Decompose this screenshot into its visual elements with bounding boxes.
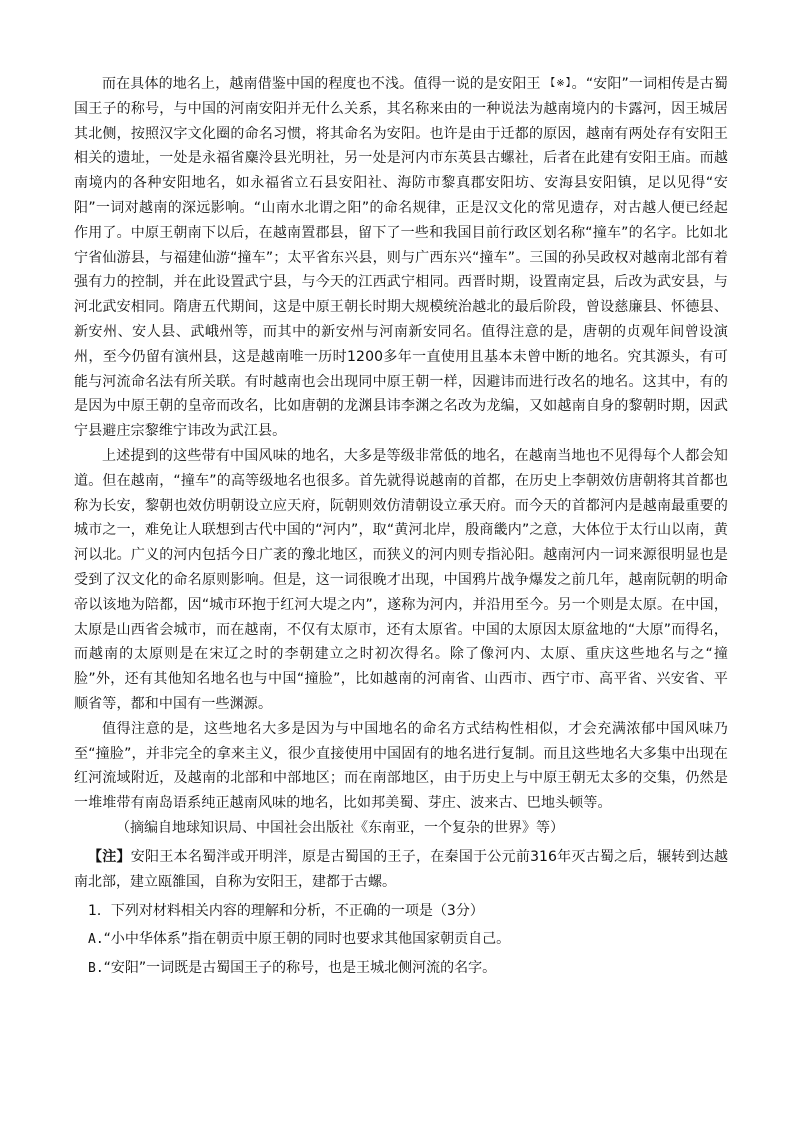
option-a-text: “小中华体系”指在朝贡中原王朝的同时也要求其他国家朝贡自己。 <box>103 931 511 948</box>
footnote-label: 【注】 <box>88 848 131 865</box>
footnote <box>74 845 728 895</box>
option-a <box>74 926 728 953</box>
paragraph-1-lead: 而在具体的地名上，越南借鉴中国的程度也不浅。值得一说的是安阳王 <box>102 76 541 92</box>
option-b-label: B. <box>88 961 104 977</box>
option-b-text: “安阳”一词既是古蜀国王子的称号，也是王城北侧河流的名字。 <box>103 960 497 977</box>
footnote-text: 安阳王本名蜀泮或开明泮，原是古蜀国的王子，在秦国于公元前316年灭古蜀之后，辗转到达越南北部，建立瓯雒国，自称为安阳王，建都于古螺。 <box>74 848 728 890</box>
paragraph-3: 值得注意的是，这些地名大多是因为与中国地名的命名方式结构性相似，才会充满浓郁中国风味乃至“撞脸”，并非完全的拿来主义，很少直接使用中国固有的地名进行复制。而且这些地名大多集中出现在红河流域附近，及越南的北部和中部地区；而在南部地区，由于历史上与中原王朝无太多的交集，仍然是一堆堆带有南岛语系纯正越南风味的地名，比如邦美蜀、芽庄、波来古、巴地头顿等。 <box>74 720 728 812</box>
option-a-label: A. <box>88 932 104 948</box>
paragraph-1 <box>74 72 728 444</box>
paragraph-1-body: 。“安阳”一词相传是古蜀国王子的称号，与中国的河南安阳并无什么关系，其名称来由的一种说法为越南境内的卡露河，因王城居其北侧，按照汉字文化圈的命名习惯，将其命名为安阳。也许是由于迁都的原因，越南有两处存有安阳王相关的遗址，一处是永福省麋泠县光明社，另一处是河内市东英县古螺社，后者在此建有安阳王庙。而越南境内的各种安阳地名，如永福省立石县安阳社、海防市黎真郡安阳坊、安海县安阳镇，足以见得“安阳”一词对越南的深远影响。“山南水北谓之阳”的命名规律，正是汉文化的常见遗存，对古越人便已经起作用了。中原王朝南下以后，在越南置郡县，留下了一些和我国目前行政区划名称“撞车”的名字。比如北宁省仙游县，与福建仙游“撞车”；太平省东兴县，则与广西东兴“撞车”。三国的孙吴政权对越南北部有着强有力的控制，并在此设置武宁县，与今天的江西武宁相同。西晋时期，设置南定县，后改为武安县，与河北武安相同。隋唐五代期间，这是中原王朝长时期大规模统治越北的最后阶段，曾设慈廉县、怀德县、新安州、安人县、武峨州等，而其中的新安州与河南新安同名。值得注意的是，唐朝的贞观年间曾设演州，至今仍留有演州县，这是越南唯一历时1200多年一直使用且基本未曾中断的地名。究其源头，有可能与河流命名法有所关联。有时越南也会出现同中原王朝一样，因避讳而进行改名的地名。这其中，有的是因为中原王朝的皇帝而改名，比如唐朝的龙渊县讳李渊之名改为龙编，又如越南自身的黎朝时期，因武宁县避庄宗黎维宁讳改为武江县。 <box>74 76 728 440</box>
question-stem: 1．下列对材料相关内容的理解和分析，不正确的一项是（3分） <box>88 903 484 920</box>
note-marker: 【※】 <box>545 78 572 89</box>
option-b <box>74 955 728 982</box>
paragraph-2: 上述提到的这些带有中国风味的地名，大多是等级非常低的地名，在越南当地也不见得每个人都会知道。但在越南，“撞车”的高等级地名也很多。首先就得说越南的首都，在历史上李朝效仿唐朝将其首都也称为长安，黎朝也效仿明朝设立应天府，阮朝则效仿清朝设立承天府。而今天的首都河内是越南最重要的城市之一，难免让人联想到古代中国的“河内”，取“黄河北岸，殷商畿内”之意，大体位于太行山以南，黄河以北。广义的河内包括今日广袤的豫北地区，而狭义的河内则专指沁阳。越南河内一词来源很明显也是受到了汉文化的命名原则影响。但是，这一词很晚才出现，中国鸦片战争爆发之前几年，越南阮朝的明命帝以该地为陪都，因“城市环抱于红河大堤之内”，遂称为河内，并沿用至今。另一个则是太原。在中国，太原是山西省会城市，而在越南，不仅有太原市，还有太原省。中国的太原因太原盆地的“大原”而得名，而越南的太原则是在宋辽之时的李朝建立之时初次得名。除了像河内、太原、重庆这些地名与之“撞脸”外，还有其他知名地名也与中国“撞脸”，比如越南的河南省、山西市、西宁市、高平省、兴安省、平顺省等，都和中国有一些渊源。 <box>74 447 728 712</box>
source-citation: （摘编自地球知识局、中国社会出版社《东南亚，一个复杂的世界》等） <box>116 819 564 836</box>
